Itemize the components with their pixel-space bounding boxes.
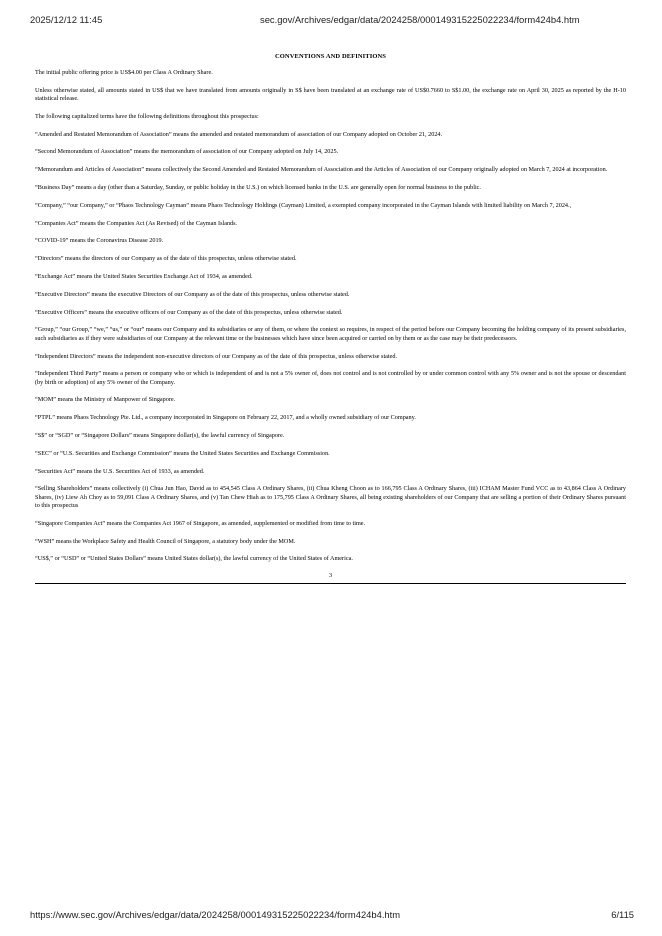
definition-paragraph: “SEC” or “U.S. Securities and Exchange Commission” means the United States Securities and Exchange Commission. xyxy=(35,449,330,457)
section-heading: CONVENTIONS AND DEFINITIONS xyxy=(274,53,387,60)
print-datetime: 2025/12/12 11:45 xyxy=(30,14,103,25)
page-divider xyxy=(35,583,626,584)
definition-paragraph: “Executive Officers” means the executive officers of our Company as of the date of this prospectus, unless otherwise stated. xyxy=(35,308,343,316)
definition-paragraph: “Amended and Restated Memorandum of Association” means the amended and restated memorandum of association of our Company adopted on October 21, 2024. xyxy=(35,130,443,138)
definition-paragraph: “Independent Directors” means the independent non-executive directors of our Company as of the date of this prospectus, unless otherwise stated. xyxy=(35,352,398,360)
definition-paragraph: “Company,” “our Company,” or “Phaos Technology Cayman” means Phaos Technology Holdings (Cayman) Limited, a exempted company incorporated in the Cayman Islands with limited liability on March 7, 2024., xyxy=(35,201,572,209)
definition-paragraph: “Singapore Companies Act” means the Companies Act 1967 of Singapore, as amended, supplemented or modified from time to time. xyxy=(35,519,366,527)
print-page-indicator: 6/115 xyxy=(611,909,634,920)
definition-paragraph: “COVID-19” means the Coronavirus Disease 2019. xyxy=(35,237,164,245)
definition-paragraph: “MOM” means the Ministry of Manpower of Singapore. xyxy=(35,396,176,404)
definition-paragraph: “WSH” means the Workplace Safety and Health Council of Singapore, a statutory body under the MOM. xyxy=(35,537,296,545)
definition-paragraph: “Selling Shareholders” means collectively (i) Chua Jun Hao, David as to 454,545 Class A Ordinary Shares, (ii) Chua Kheng Choon as to 166,795 Class A Ordinary Shares, (iii) ICHAM Master Fund VCC as to 43,864 Class A Ordinary Shares, (iv) Liew Ah Choy as to 59,091 Class A Ordinary Shares, and (v) Tan Chew Hiah as to 175,795 Class A Ordinary Shares, all being existing shareholders of our Company that are selling a portion of their Ordinary Shares pursuant to this prospectus xyxy=(35,485,626,510)
definition-paragraph: “PTPL” means Phaos Technology Pte. Ltd., a company incorporated in Singapore on February 22, 2017, and a wholly owned subsidiary of our Company. xyxy=(35,414,416,422)
definition-paragraph: “Business Day” means a day (other than a Saturday, Sunday, or public holiday in the U.S.) on which licensed banks in the U.S. are generally open for normal business to the public. xyxy=(35,184,481,192)
print-page-title: sec.gov/Archives/edgar/data/2024258/000149315225022234/form424b4.htm xyxy=(260,14,580,25)
definition-paragraph: “Companies Act” means the Companies Act (As Revised) of the Cayman Islands. xyxy=(35,219,238,227)
browser-print-footer xyxy=(30,909,634,923)
definition-paragraph: “US$,” or “USD” or “United States Dollars” means United States dollar(s), the lawful currency of the United States of America. xyxy=(35,555,353,563)
definition-paragraph: “Securities Act” means the U.S. Securities Act of 1933, as amended. xyxy=(35,467,205,475)
definition-paragraph: “Exchange Act” means the United States Securities Exchange Act of 1934, as amended. xyxy=(35,273,253,281)
definition-paragraph: “Executive Directors” means the executive Directors of our Company as of the date of this prospectus, unless otherwise stated. xyxy=(35,290,350,298)
page-number: 3 xyxy=(328,572,333,580)
document-body xyxy=(35,53,626,584)
definition-paragraph: “Memorandum and Articles of Association” means collectively the Second Amended and Restated Memorandum of Association and the Articles of Association of our Company originally adopted on March 7, 2024 at incorporation. xyxy=(35,166,608,174)
definition-paragraph: “Group,” “our Group,” “we,” “us,” or “our” means our Company and its subsidiaries or any of them, or where the context so requires, in respect of the period before our Company becoming the holding company of its present subsidiaries, such subsidiaries as if they were subsidiaries of our Company at the relevant time or the businesses which have since been acquired or carried on by them or as the case may be their predecessors. xyxy=(35,326,626,342)
definition-paragraph: “Independent Third Party” means a person or company who or which is independent of and is not a 5% owner of, does not control and is not controlled by or under common control with any 5% owner and is not the spouse or descendant (by birth or adoption) of any 5% owner of the Company. xyxy=(35,370,626,386)
print-url: https://www.sec.gov/Archives/edgar/data/2024258/000149315225022234/form424b4.htm xyxy=(30,909,401,920)
paragraph: The initial public offering price is US$4.00 per Class A Ordinary Share. xyxy=(35,69,213,76)
definition-paragraph: “Directors” means the directors of our Company as of the date of this prospectus, unless otherwise stated. xyxy=(35,255,297,263)
definition-paragraph: “S$” or “SGD” or “Singapore Dollars” means Singapore dollar(s), the lawful currency of Singapore. xyxy=(35,432,285,440)
definition-paragraph: “Second Memorandum of Association” means the memorandum of association of our Company adopted on July 14, 2025. xyxy=(35,148,339,156)
browser-print-header xyxy=(30,14,634,28)
paragraph: The following capitalized terms have the following definitions throughout this prospectus: xyxy=(35,112,259,120)
paragraph: Unless otherwise stated, all amounts stated in US$ that we have translated from amounts originally in S$ have been translated at an exchange rate of US$0.7660 to S$1.00, the exchange rate on April 30, 2025 as reported by the H-10 statistical release. xyxy=(35,86,626,103)
